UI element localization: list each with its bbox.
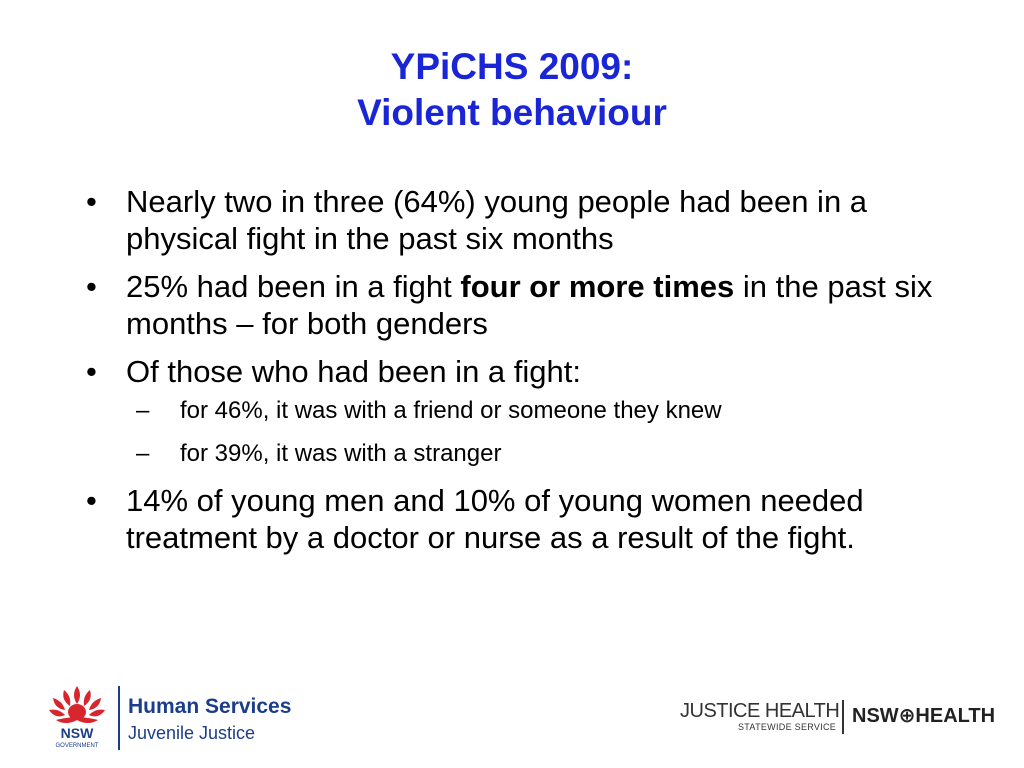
- sub-bullet-text: for 39%, it was with a stranger: [180, 440, 502, 467]
- bullet-text-after: in the past six months – for both genders: [126, 269, 933, 341]
- human-services-name: Human Services: [128, 695, 292, 718]
- sub-bullet-text: for 46%, it was with a friend or someone they knew: [180, 397, 722, 424]
- waratah-icon: [44, 682, 110, 752]
- bullet-list: [86, 183, 966, 567]
- slide-title-line-1: YPiCHS 2009:: [390, 46, 634, 87]
- sub-bullet-stranger: [136, 439, 966, 469]
- dash-marker: –: [136, 397, 150, 424]
- nsw-emblem-text: NSW: [60, 725, 94, 741]
- bullet-treatment: [86, 482, 966, 556]
- bullet-text-before: 25% had been in a fight: [126, 269, 461, 304]
- bullet-fight-prevalence: [86, 183, 966, 257]
- bullet-text: Nearly two in three (64%) young people had been in a physical fight in the past six months: [126, 184, 868, 256]
- logo-divider: [118, 686, 120, 750]
- nsw-emblem-sub: GOVERNMENT: [55, 743, 99, 749]
- logo-divider: [842, 700, 844, 734]
- justice-health-logo: [680, 700, 1010, 740]
- human-services-logo: [44, 682, 314, 752]
- bullet-text: 14% of young men and 10% of young women needed treatment by a doctor or nurse as a result of the fight.: [126, 483, 864, 555]
- bullet-text-emphasis: four or more times: [460, 269, 735, 304]
- nsw-health-name: NSW⊕HEALTH: [852, 705, 996, 727]
- dash-marker: –: [136, 440, 150, 467]
- bullet-fight-opponents: [86, 353, 966, 469]
- sub-bullet-list: [126, 396, 966, 469]
- statewide-service-name: STATEWIDE SERVICE: [738, 722, 837, 732]
- bullet-fight-frequency: [86, 268, 966, 342]
- justice-health-name: JUSTICE HEALTH: [680, 700, 840, 722]
- slide-title: [0, 44, 1024, 136]
- sub-bullet-friend: [136, 396, 966, 426]
- bullet-text: Of those who had been in a fight:: [126, 354, 581, 389]
- juvenile-justice-name: Juvenile Justice: [128, 723, 256, 743]
- slide-title-line-2: Violent behaviour: [357, 92, 667, 133]
